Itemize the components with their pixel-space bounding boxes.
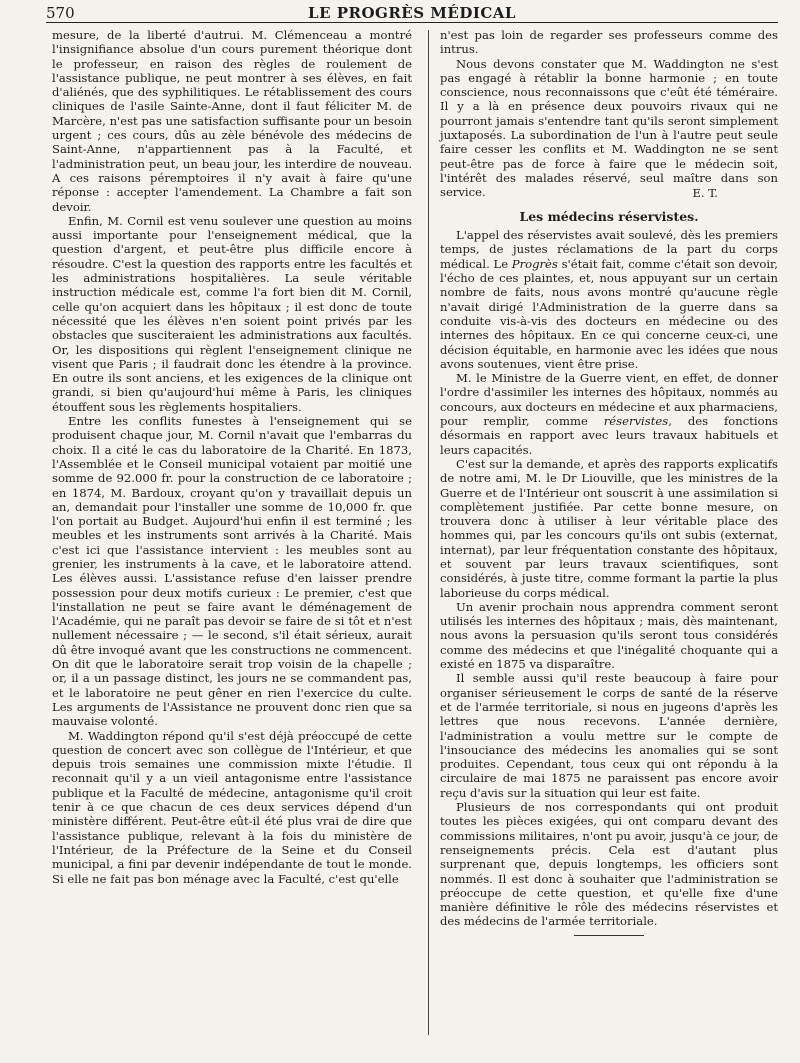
journal-title: LE PROGRÈS MÉDICAL bbox=[308, 4, 516, 22]
text-run: L'appel des réservistes avait soulevé, dès les premiers temps, de justes réclamations de la part du corps médical. Le bbox=[440, 228, 778, 271]
italic-text: Progrès bbox=[511, 256, 558, 271]
paragraph: n'est pas loin de regarder ses professeurs comme des intrus. bbox=[440, 28, 778, 57]
paragraph: Nous devons constater que M. Waddington ne s'est pas engagé à rétablir la bonne harmonie ; en toute conscience, nous reconnaissons que c'eût été téméraire. Il y a là en présence deux pouvoirs rivaux qui ne pourront jamais s'entendre tant qu'ils seront simplement juxtaposés. La subordination de l'un à l'autre peut seule faire cesser les conflits et M. Waddington ne se sent peut-être pas de force à faire que le médecin soit, l'intérêt des malades réservé, seul maître dans son service. bbox=[440, 56, 778, 200]
header-rule bbox=[46, 22, 778, 23]
right-column bbox=[440, 28, 778, 936]
running-header bbox=[46, 4, 778, 22]
paragraph bbox=[440, 228, 778, 371]
paragraph: Plusieurs de nos correspondants qui ont produit toutes les pièces exigées, qui ont comparu devant des commissions militaires, n'ont pu avoir, jusqu'à ce jour, de renseignements précis. Cela est d'autant plus surprenant que, depuis longtemps, les officiers sont nommés. Il est donc à souhaiter que l'administration se préoccupe de cette question, et qu'elle fixe d'une manière définitive le rôle des médecins réservistes et des médecins de l'armée territoriale. bbox=[440, 800, 778, 929]
paragraph: M. Waddington répond qu'il s'est déjà préoccupé de cette question de concert avec son collègue de l'Intérieur, et que depuis trois semaines une commission mixte l'étudie. Il reconnait qu'il y a un vieil antagonisme entre l'assistance publique et la Faculté de médecine, antagonisme qu'il croit tenir à ce que chacun de ces deux services dépend d'un ministère différent. Peut-être eût-il été plus vrai de dire que l'assistance publique, relevant à la fois du ministère de l'Intérieur, de la Préfecture de la Seine et du Conseil municipal, a fini par devenir indépendante de tout le monde. Si elle ne fait pas bon ménage avec la Faculté, c'est qu'elle bbox=[52, 728, 412, 886]
author-signature: E. T. bbox=[692, 185, 718, 200]
paragraph: Il semble aussi qu'il reste beaucoup à faire pour organiser sérieusement le corps de santé de la réserve et de l'armée territoriale, si nous en jugeons d'après les lettres que nous recevons. L'année dernière, l'administration a voulu mettre sur le compte de l'insouciance des médecins les anomalies qui se sont produites. Cependant, tous ceux qui ont répondu à la circulaire de mai 1875 ne paraissent pas encore avoir reçu d'avis sur la situation qui leur est faite. bbox=[440, 671, 778, 800]
end-rule bbox=[574, 935, 644, 936]
paragraph: C'est sur la demande, et après des rapports explicatifs de notre ami, M. le Dr Liouville, que les ministres de la Guerre et de l'Intérieur ont souscrit à une assimilation si complètement justifiée. Par cette bonne mesure, on trouvera donc à utiliser à leur véritable place des hommes qui, par les concours qu'ils ont subis (externat, internat), par leur fréquentation constante des hôpitaux, et souvent par leurs travaux scientifiques, sont considérés, à juste titre, comme formant la partie la plus laborieuse du corps médical. bbox=[440, 456, 778, 600]
paragraph: mesure, de la liberté d'autrui. M. Clémenceau a montré l'insignifiance absolue d'un cours purement théorique dont le professeur, en raison des règles de roulement de l'assistance publique, ne peut montrer à ses élèves, en fait d'aliénés, que des syphilitiques. Le rétablissement des cours cliniques de l'asile Sainte-Anne, dont il faut féliciter M. de Marcère, n'est pas une satisfaction suffisante pour un besoin urgent ; ces cours, dûs au zèle bénévole des médecins de Saint-Anne, n'appartiennent pas à la Faculté, et l'administration peut, un beau jour, les interdire de nouveau. A ces raisons péremptoires il n'y avait à faire qu'une réponse : accepter l'amendement. La Chambre a fait son devoir. bbox=[52, 28, 412, 214]
page-number: 570 bbox=[46, 4, 75, 22]
left-column bbox=[52, 28, 412, 886]
text-run: , des fonctions désormais en rapport avec leurs travaux habituels et leurs capacités. bbox=[440, 414, 778, 457]
paragraph: Un avenir prochain nous apprendra comment seront utilisés les internes des hôpitaux ; mais, dès maintenant, nous avons la persuasion qu'ils seront tous considérés comme des médecins et que l'inégalité choquante qui a existé en 1875 va disparaître. bbox=[440, 599, 778, 672]
paragraph: Entre les conflits funestes à l'enseignement qui se produisent chaque jour, M. Cornil n'avait que l'embarras du choix. Il a cité le cas du laboratoire de la Charité. En 1873, l'Assemblée et le Conseil municipal votaient par moitié une somme de 92.000 fr. pour la construction de ce laboratoire ; en 1874, M. Bardoux, croyant qu'on y travaillait depuis un an, demandait pour l'installer une somme de 10,000 fr. que l'on portait au Budget. Aujourd'hui enfin il est terminé ; les meubles et les instruments sont arrivés à la Charité. Mais c'est ici que l'assistance intervient : les meubles sont au grenier, les instruments à la cave, et le laboratoire attend. Les élèves aussi. L'assistance refuse d'en laisser prendre possession pour deux motifs curieux : Le premier, c'est que l'installation ne peut se faire avant le déménagement de l'Académie, qui ne paraît pas devoir se faire de si tôt et n'est nullement nécessaire ; — le second, s'il était sérieux, aurait dû être invoqué avant que les constructions ne commencent. On dit que le laboratoire serait trop voisin de la chapelle ; or, il a un passage distinct, les jours ne se commandent pas, et le laboratoire ne peut gêner en rien l'exercice du culte. Les arguments de l'Assistance ne prouvent donc rien que sa mauvaise volonté. bbox=[52, 414, 412, 729]
section-title: Les médecins réservistes. bbox=[519, 208, 699, 224]
column-divider bbox=[428, 30, 429, 1035]
text-run: s'était fait, comme c'était son devoir, l'écho de ces plaintes, et, nous appuyant sur un certain nombre de faits, nous avons montré qu'aucune règle n'avait dirigé l'Administration de la guerre dans sa conduite vis-à-vis des docteurs en médecine ou des internes des hôpitaux. En ce qui concerne ceux-ci, une décision équitable, en harmonie avec les idées que nous avons soutenues, vient être prise. bbox=[440, 256, 778, 371]
text-run: M. le Ministre de la Guerre vient, en effet, de donner l'ordre d'assimiler les internes des hôpitaux, nommés au concours, aux docteurs en médecine et aux pharmaciens, pour remplir, comme bbox=[440, 371, 778, 429]
paragraph bbox=[440, 371, 778, 457]
italic-text: réservistes bbox=[603, 414, 669, 429]
paragraph: Enfin, M. Cornil est venu soulever une question au moins aussi importante pour l'enseignement médical, que la question d'argent, et peut-être plus difficile encore à résoudre. C'est la question des rapports entre les facultés et les administrations hospitalières. La seule véritable instruction médicale est, comme l'a fort bien dit M. Cornil, celle qu'on acquiert dans les hôpitaux ; il est donc de toute nécessité que les élèves n'en soient point privés par les obstacles que susciteraient les administrations aux facultés. Or, les dispositions qui règlent l'enseignement clinique ne visent que Paris ; il faudrait donc les étendre à la province. En outre ils sont anciens, et les exigences de la clinique ont grandi, si bien qu'aujourd'hui même à Paris, les cliniques étouffent sous les règlements hospitaliers. bbox=[52, 213, 412, 414]
